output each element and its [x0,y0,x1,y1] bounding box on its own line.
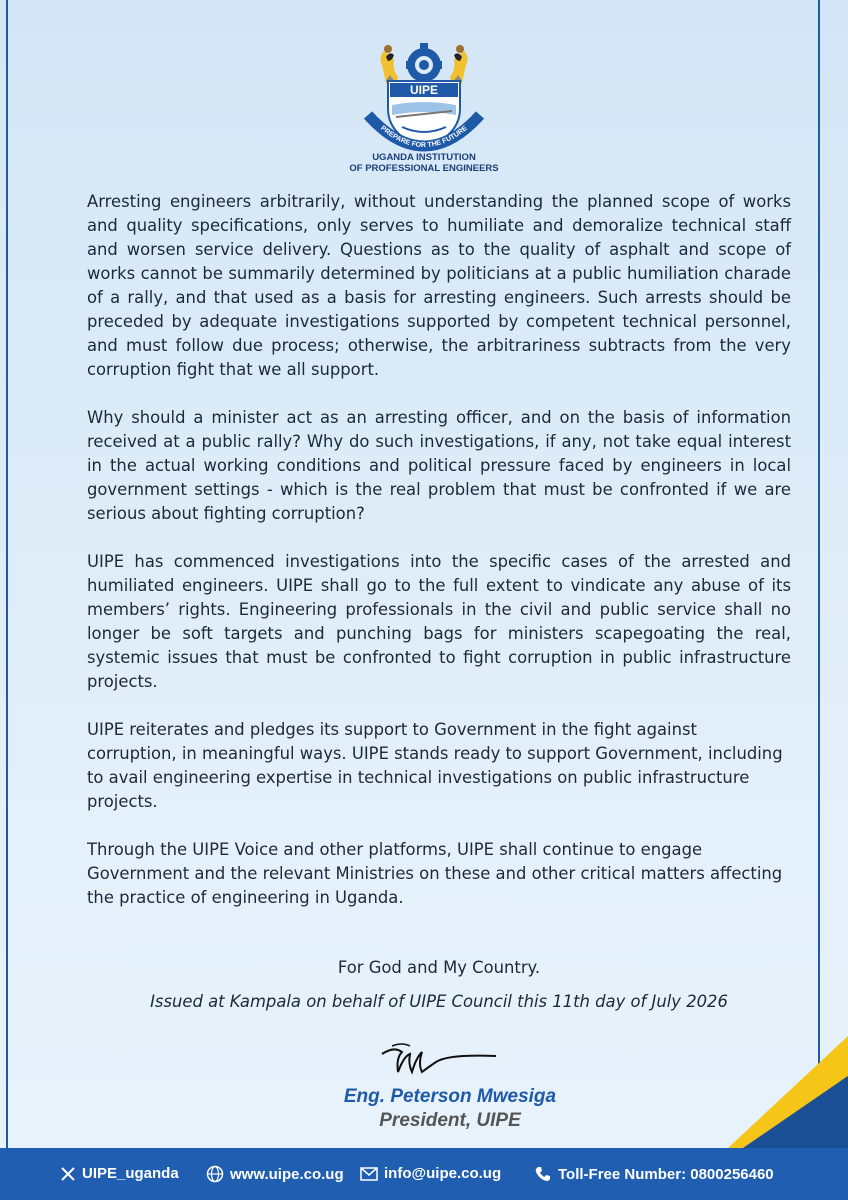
signature-image [372,1036,522,1084]
footer-twitter[interactable] [60,1165,179,1182]
footer-phone[interactable] [534,1165,774,1183]
phone-icon [534,1165,552,1183]
logo-acronym: UIPE [409,83,439,97]
paragraph-1: Arresting engineers arbitrarily, without understanding the planned scope of works and quality specifications, only serves to humiliate and demoralize technical staff and worsen service delivery. Questions as to the quality of asphalt and scope of works cannot be summarily determined by politicians at a public humiliation charade of a rally, and that used as a basis for arresting engineers. Such arrests should be preceded by adequate investigations supported by competent technical personnel, and must follow due process; otherwise, the arbitrariness subtracts from the very corruption fight that we all support. [87,192,791,379]
gear-icon [406,43,442,82]
closing-motto: For God and My Country. [337,958,541,977]
right-border-line [818,0,820,1148]
letter-body [87,190,791,934]
logo-org-line2: OF PROFESSIONAL ENGINEERS [349,163,499,174]
issued-statement: Issued at Kampala on behalf of UIPE Council this 11th day of July 2026 [150,992,728,1011]
footer-email-label: info@uipe.co.ug [384,1165,502,1182]
logo-org-line1: UGANDA INSTITUTION [372,152,476,163]
signer-title: President, UIPE [379,1110,521,1131]
footer-bar [0,1148,848,1200]
paragraph-3: UIPE has commenced investigations into the specific cases of the arrested and humiliated engineers. UIPE shall go to the full extent to vindicate any abuse of its members’ rights. Engineering professionals in the civil and public service shall no longer be soft targets and punching bags for ministers scapegoating the real, systemic issues that must be confronted to fight corruption in public infrastructure projects. [87,552,791,691]
envelope-icon [360,1167,378,1181]
footer-website-label: www.uipe.co.ug [230,1165,344,1183]
paragraph-5: Through the UIPE Voice and other platforms, UIPE shall continue to engage Government and the relevant Ministries on these and other critical matters affecting the practice of engineering in Uganda. [87,840,783,907]
left-border-line [6,0,8,1148]
logo-motto: PREPARE FOR THE FUTURE [379,124,469,150]
footer-phone-label: Toll-Free Number: 0800256460 [558,1165,774,1183]
footer-website[interactable] [206,1165,344,1183]
paragraph-2: Why should a minister act as an arresting officer, and on the basis of information received at a public rally? Why do such investigations, if any, not take equal interest in the actual working conditions and political pressure faced by engineers in local government settings - which is the real problem that must be confronted if we are serious about fighting corruption? [87,408,791,523]
logo-org-name [340,152,508,174]
signer-name: Eng. Peterson Mwesiga [343,1086,557,1107]
paragraph-4: UIPE reiterates and pledges its support to Government in the fight against corruption, in meaningful ways. UIPE stands ready to support Government, including to avail engineering expertise in technical investigations on public infrastructure projects. [87,720,783,811]
footer-twitter-label: UIPE_uganda [82,1165,179,1182]
globe-icon [206,1165,224,1183]
footer-email[interactable] [360,1165,501,1182]
x-twitter-icon [60,1166,76,1182]
